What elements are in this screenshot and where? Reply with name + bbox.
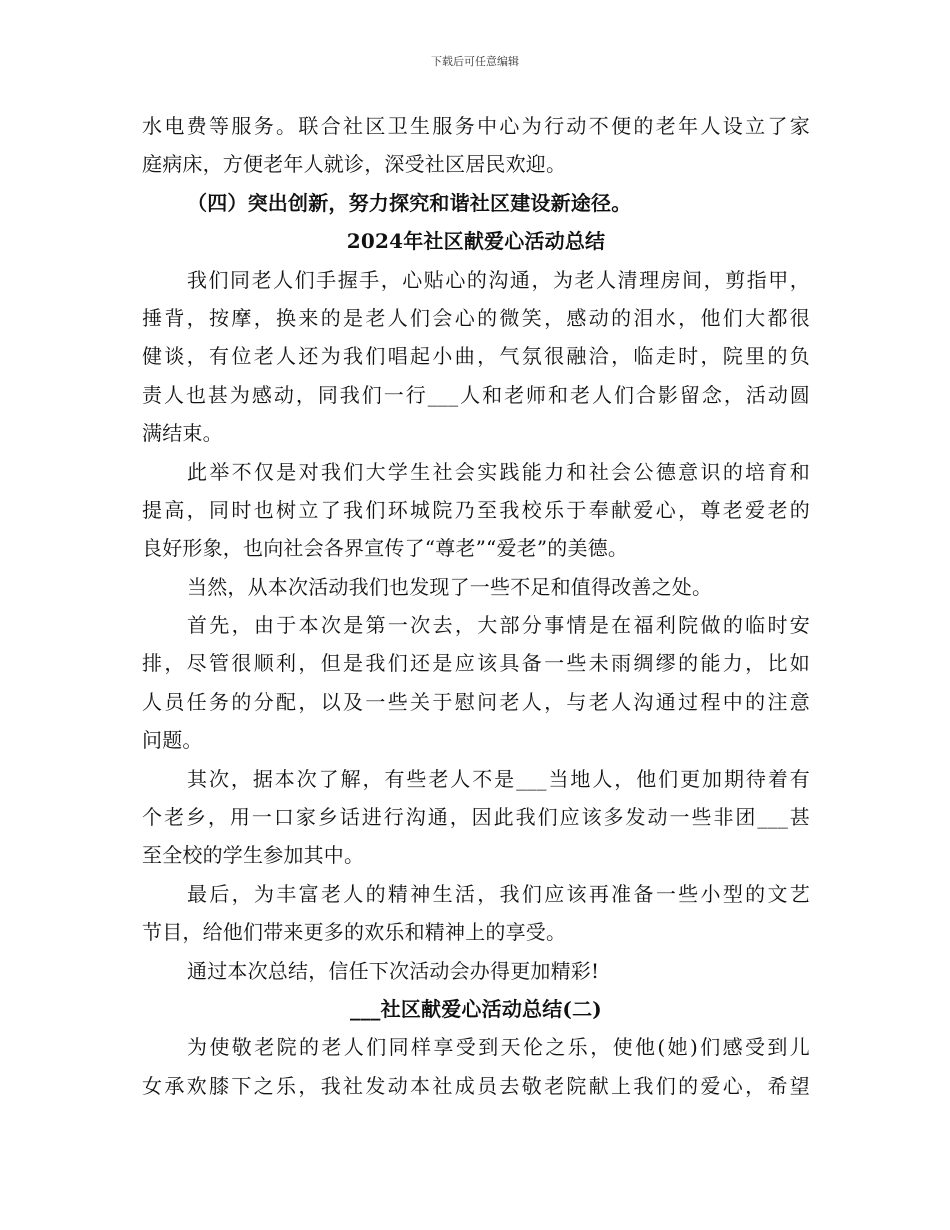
paragraph-line: 个老乡，用一口家乡话进行沟通，因此我们应该多发动一些非团___甚: [142, 805, 810, 830]
paragraph-line: 问题。: [142, 728, 203, 753]
paragraph-line: 责人也甚为感动，同我们一行___人和老师和老人们合影留念，活动圆: [142, 382, 810, 407]
paragraph-first-line: 首先，由于本次是第一次去，大部分事情是在福利院做的临时安: [187, 613, 810, 638]
paragraph-line: 水电费等服务。联合社区卫生服务中心为行动不便的老年人设立了家: [142, 114, 810, 138]
document-title: 2024年社区献爱心活动总结: [346, 229, 606, 254]
paragraph-line: 庭病床，方便老年人就诊，深受社区居民欢迎。: [142, 152, 567, 177]
document-title: ___社区献爱心活动总结(二): [350, 996, 602, 1021]
paragraph-line: 满结束。: [142, 421, 223, 446]
paragraph-first-line: 此举不仅是对我们大学生社会实践能力和社会公德意识的培育和: [187, 459, 810, 484]
document-body: [142, 107, 810, 1105]
section-heading: （四）突出创新，努力探究和谐社区建设新途径。: [187, 190, 632, 215]
paragraph-line: 提高，同时也树立了我们环城院乃至我校乐于奉献爱心，尊老爱老的: [142, 497, 810, 522]
paragraph-line: 健谈，有位老人还为我们唱起小曲，气氛很融洽，临走时，院里的负: [142, 344, 810, 369]
paragraph-first-line: 最后，为丰富老人的精神生活，我们应该再准备一些小型的文艺: [187, 881, 810, 906]
paragraph-line: 良好形象，也向社会各界宣传了“尊老”“爱老”的美德。: [142, 536, 629, 561]
paragraph-line: 排，尽管很顺利，但是我们还是应该具备一些未雨绸缪的能力，比如: [142, 651, 810, 676]
page-header: 下载后可任意编辑: [431, 55, 519, 68]
paragraph-first-line: 其次，据本次了解，有些老人不是___当地人，他们更加期待着有: [187, 766, 810, 791]
paragraph-line: 节目，给他们带来更多的欢乐和精神上的享受。: [142, 920, 567, 945]
paragraph-first-line: 当然，从本次活动我们也发现了一些不足和值得改善之处。: [187, 574, 713, 599]
paragraph-line: 人员任务的分配，以及一些关于慰问老人，与老人沟通过程中的注意: [142, 689, 810, 714]
paragraph-line: 至全校的学生参加其中。: [142, 843, 365, 868]
paragraph-line: 女承欢膝下之乐，我社发动本社成员去敬老院献上我们的爱心，希望: [142, 1073, 810, 1098]
paragraph-first-line: 我们同老人们手握手，心贴心的沟通，为老人清理房间，剪指甲，: [187, 267, 810, 292]
paragraph-line: 捶背，按摩，换来的是老人们会心的微笑，感动的泪水，他们大都很: [142, 305, 810, 330]
paragraph-first-line: 为使敬老院的老人们同样享受到天伦之乐，使他(她)们感受到儿: [187, 1035, 810, 1060]
paragraph-first-line: 通过本次总结，信任下次活动会办得更加精彩!: [187, 958, 600, 983]
